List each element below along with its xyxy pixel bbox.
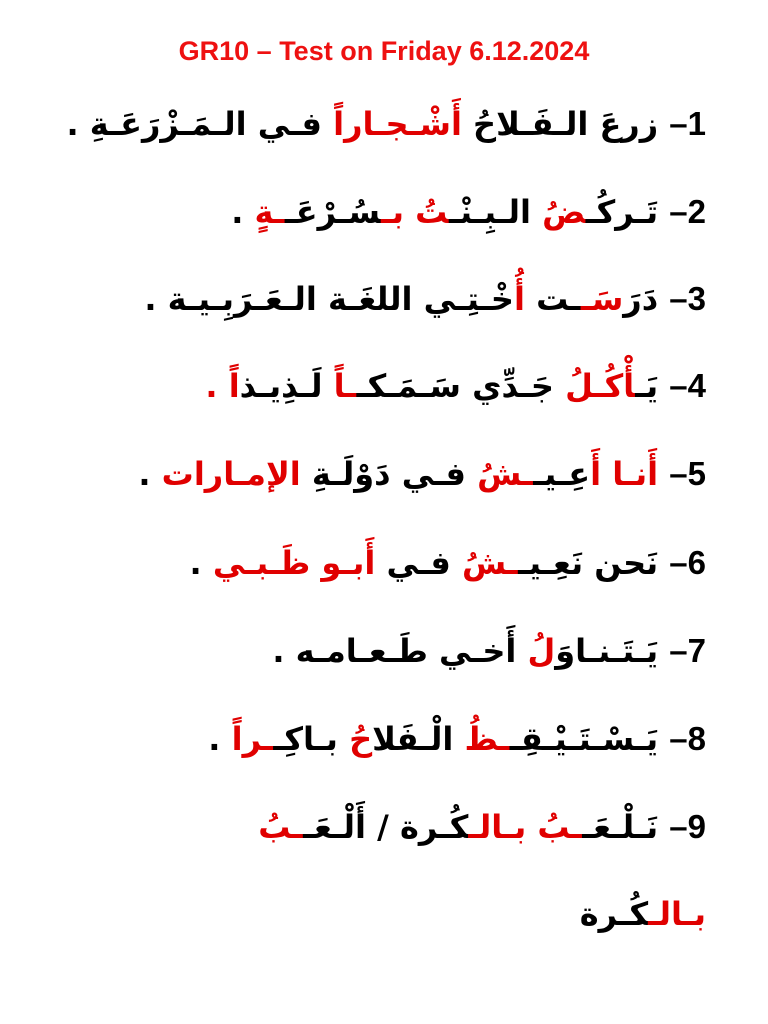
sentence-number: 9– — [669, 808, 706, 845]
sentence-number: 6– — [669, 544, 706, 581]
text-part: فـي الـمَـزْرَعَـةِ . — [66, 105, 334, 143]
highlight-part: أُ — [513, 280, 525, 318]
text-part: الـبِـنْـ — [449, 193, 543, 231]
highlight-part: سَـ — [580, 280, 624, 318]
highlight-part: ـبُ — [537, 808, 583, 846]
highlight-part: ضُ — [542, 193, 586, 231]
highlight-part: أَ — [590, 455, 602, 493]
text-part: . — [189, 544, 213, 582]
highlight-part: حُ — [349, 720, 373, 758]
highlight-part: ـةٍ — [254, 193, 285, 231]
text-part: . — [138, 455, 162, 493]
text-part: جَـدِّي سَـمَـكـ — [356, 367, 566, 405]
text-part: عِـيـ — [533, 455, 591, 493]
highlight-part: بـالـ — [648, 895, 706, 933]
sentence-1 — [40, 105, 706, 143]
text-part: زرعَ الـفَـلاحُ — [461, 105, 670, 143]
highlight-part: ـراً — [231, 720, 274, 758]
sentence-number: 1– — [669, 105, 706, 142]
text-part — [404, 193, 415, 231]
text-part: يَـسْـتَـيْـقِـ — [509, 720, 670, 758]
highlight-part: اً . — [205, 367, 240, 405]
text-part: يَـتَـنـاوَ — [555, 632, 670, 670]
text-part: . — [208, 720, 232, 758]
text-part: دَرَ — [623, 280, 670, 318]
text-part: ـت — [524, 280, 581, 318]
highlight-part: أَبـو ظَـبـي — [212, 544, 376, 582]
text-part — [526, 808, 537, 846]
highlight-part: ـظُ — [464, 720, 510, 758]
text-part: بـاكِـ — [273, 720, 350, 758]
text-part: كُـرة — [579, 895, 649, 933]
text-part: يَـ — [635, 367, 670, 405]
text-part: نَحن نَعِـيـ — [518, 544, 670, 582]
sentence-2 — [40, 193, 706, 231]
sentence-number: 2– — [669, 193, 706, 230]
text-part: فـي — [375, 544, 462, 582]
highlight-part: أَشْـجـاراً — [333, 105, 462, 143]
text-part: فـي دَوْلَـةِ — [300, 455, 478, 493]
highlight-part: ـبُ — [258, 808, 304, 846]
text-part: سُـرْعَـ — [284, 193, 382, 231]
text-part: أَخـي طَـعـامـه . — [272, 632, 528, 670]
text-part: الْـفَلا — [372, 720, 465, 758]
sentence-3 — [40, 280, 706, 318]
sentence-number: 8– — [669, 720, 706, 757]
highlight-part: ـشُ — [477, 455, 534, 493]
sentence-6 — [40, 544, 706, 582]
highlight-part: تُ — [415, 193, 450, 231]
highlight-part: أَنـا — [612, 455, 659, 493]
text-part: خْـتِـي اللغَـة الـعَـرَبِـيـة . — [144, 280, 514, 318]
highlight-part: لُ — [527, 632, 556, 670]
sentence-5 — [40, 455, 706, 493]
text-part — [658, 455, 669, 493]
text-part: لَـذِيـذ — [239, 367, 334, 405]
text-part: كُـرة / أَلْـعَـ — [303, 808, 469, 846]
text-part: نَـلْـعَـ — [582, 808, 670, 846]
text-part: تَـركُـ — [585, 193, 670, 231]
highlight-part: بـالـ — [468, 808, 527, 846]
highlight-part: ـاً — [333, 367, 357, 405]
highlight-part: ـشُ — [461, 544, 519, 582]
text-part: . — [231, 193, 255, 231]
sentence-9-continuation — [40, 895, 706, 933]
sentence-4 — [40, 367, 706, 405]
sentence-8 — [40, 720, 706, 758]
sentence-7 — [40, 632, 706, 670]
sentence-number: 3– — [669, 280, 706, 317]
sentence-number: 7– — [669, 632, 706, 669]
text-part — [601, 455, 612, 493]
highlight-part: بـ — [381, 193, 404, 231]
sentence-9 — [40, 808, 706, 846]
highlight-part: أْكُـلُ — [565, 367, 636, 405]
page-title: GR10 – Test on Friday 6.12.2024 — [178, 36, 590, 66]
sentence-number: 4– — [669, 367, 706, 404]
highlight-part: الإمـارات — [161, 455, 301, 493]
sentence-number: 5– — [669, 455, 706, 492]
